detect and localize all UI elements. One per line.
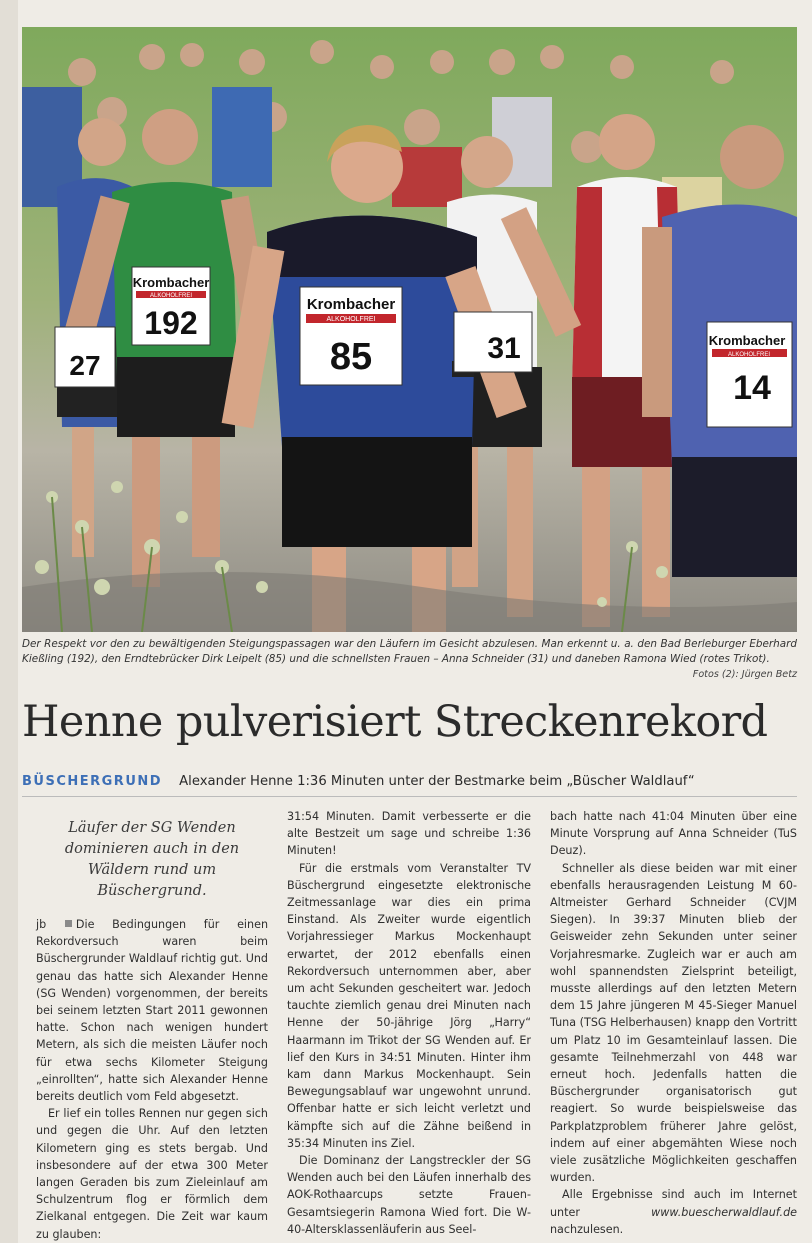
bib-31 — [454, 312, 532, 372]
paragraph: Für die erstmals vom Veranstalter TV Büschergrund eingesetzte elektronische Zeitmessanlage war dies ein prima Einstand. Als Zweiter wurde eigentlich Vorjahressieger Markus Mockenhaupt erwartet, der 2012 ebenfalls einen Rekordversuch unternommen aber, aber um acht Sekunden gescheitert war. Jedoch tauchte ziemlich genau drei Minuten nach Henne der 50-jährige Jörg „Harry“ Haarmann im Trikot der SG Wenden auf. Er lief den Kurs in 34:51 Minuten. Hinter ihm kam dann Markus Mockenhaupt. Sein Bewegungsablauf war ungewohnt unrund. Offenbar hatte er sich leicht verletzt und kämpfte sich auf die Zähne beißend in 35:34 Minuten ins Ziel. — [287, 861, 531, 1150]
results-text: Alle Ergebnisse sind auch im Internet unter — [550, 1188, 797, 1219]
byline-square-icon — [65, 920, 72, 927]
svg-text:Krombacher: Krombacher — [306, 296, 396, 313]
results-tail: nachzulesen. — [550, 1222, 624, 1236]
results-link[interactable]: www.buescherwaldlauf.de — [651, 1205, 797, 1219]
column-2 — [287, 808, 531, 1238]
race-photo — [22, 27, 797, 632]
paragraph — [36, 916, 268, 1105]
column-1 — [36, 808, 268, 1243]
svg-text:ALKOHOLFREI: ALKOHOLFREI — [727, 352, 771, 358]
svg-text:Krombacher: Krombacher — [708, 333, 786, 348]
paragraph: Die Dominanz der Langstreckler der SG Wenden auch bei den Läufen innerhalb des AOK-Rothaarcups setzte Frauen-Gesamtsiegerin Ramona Wied fort. Die W-40-Altersklassenläuferin aus Seel- — [287, 1154, 531, 1236]
location-kicker: BÜSCHERGRUND — [22, 774, 163, 789]
bib-14 — [707, 322, 792, 427]
subline — [22, 770, 802, 789]
paragraph: Er lief ein tolles Rennen nur gegen sich und gegen die Uhr. Auf den letzten Kilometern ging es stets bergab. Und insbesondere auf der etwa 300 Meter langen Geraden bis zum Zieleinlauf am Schulzentrum flog er förmlich dem Zielkanal entgegen. Die Zeit war kaum zu glauben: — [36, 1107, 268, 1241]
photo-caption — [22, 637, 797, 682]
svg-text:27: 27 — [69, 350, 101, 381]
svg-text:ALKOHOLFREI: ALKOHOLFREI — [149, 293, 193, 299]
paragraph: bach hatte nach 41:04 Minuten über eine Minute Vorsprung auf Anna Schneider (TuS Deuz). — [550, 810, 797, 858]
teaser: Läufer der SG Wenden dominieren auch in den Wäldern rund um Büschergrund. — [64, 820, 240, 899]
headline: Henne pulverisiert Streckenrekord — [22, 697, 768, 747]
bib-27 — [55, 327, 115, 387]
runners-illustration — [22, 27, 797, 632]
divider — [22, 796, 797, 797]
subtitle: Alexander Henne 1:36 Minuten unter der Bestmarke beim „Büscher Waldlauf“ — [179, 774, 695, 789]
paragraph: 31:54 Minuten. Damit verbesserte er die alte Bestzeit um sage und schreibe 1:36 Minuten! — [287, 810, 531, 858]
caption-text: Der Respekt vor den zu bewältigenden Steigungspassagen war den Läufern im Gesicht abzulesen. Man erkennt u. a. den Bad Berleburger Eberhard Kießling (192), den Erndtebrücker Dirk Leipelt (85) und die schnellsten Frauen – Anna Schneider (31) und daneben Ramona Wied (rotes Trikot). — [22, 638, 797, 665]
byline: jb — [36, 918, 47, 931]
svg-text:ALKOHOLFREI: ALKOHOLFREI — [326, 316, 376, 323]
paragraph: Schneller als diese beiden war mit einer ebenfalls herausragenden Leistung M 60-Altmeister Gerhard Schneider (CVJM Siegen). In 39:37 Minuten blieb der Geisweider zehn Sekunden unter seiner Vorjahresmarke. Zugleich war er auch am wohl spannendsten Zielsprint beteiligt, musste allerdings auf den letzten Metern dem 15 Jahre jüngeren M 45-Sieger Manuel Tuna (TSG Helberhausen) knapp den Vortritt um Platz 10 im Gesamteinlauf lassen. Die gesamte Teilnehmerzahl von 448 war erneut hoch. Jedenfalls hatten die Büschergrunder organisatorisch gut reagiert. So wurde beispielsweise das Parkplatzproblem früherer Jahre gelöst, indem auf einer abgemähten Wiese noch viele zusätzliche Möglichkeiten geschaffen wurden. — [550, 861, 797, 1185]
paragraph-text: Die Bedingungen für einen Rekordversuch waren beim Büschergrunder Waldlauf richtig gut. Und genau das hatte sich Alexander Henne (SG Wenden) vorgenommen, der bereits bei seinem letzten Start 2011 gewonnen hatte. Schon nach wenigen hundert Metern, als sich die meisten Läufer noch für etwa sechs Kilometer Steigung „einrollten“, hatte sich Alexander Henne bereits deutlich vom Feld abgesetzt. — [36, 918, 269, 1104]
page-edge — [0, 0, 18, 1243]
photo-credit: Fotos (2): Jürgen Betz — [692, 669, 797, 680]
svg-text:192: 192 — [144, 305, 198, 341]
bib-85 — [300, 287, 402, 385]
svg-text:31: 31 — [487, 332, 521, 365]
bib-192 — [132, 267, 210, 345]
svg-text:Krombacher: Krombacher — [132, 275, 210, 290]
column-3 — [550, 808, 797, 1238]
svg-text:85: 85 — [329, 336, 373, 378]
paragraph — [550, 1186, 797, 1238]
svg-text:14: 14 — [733, 369, 771, 407]
